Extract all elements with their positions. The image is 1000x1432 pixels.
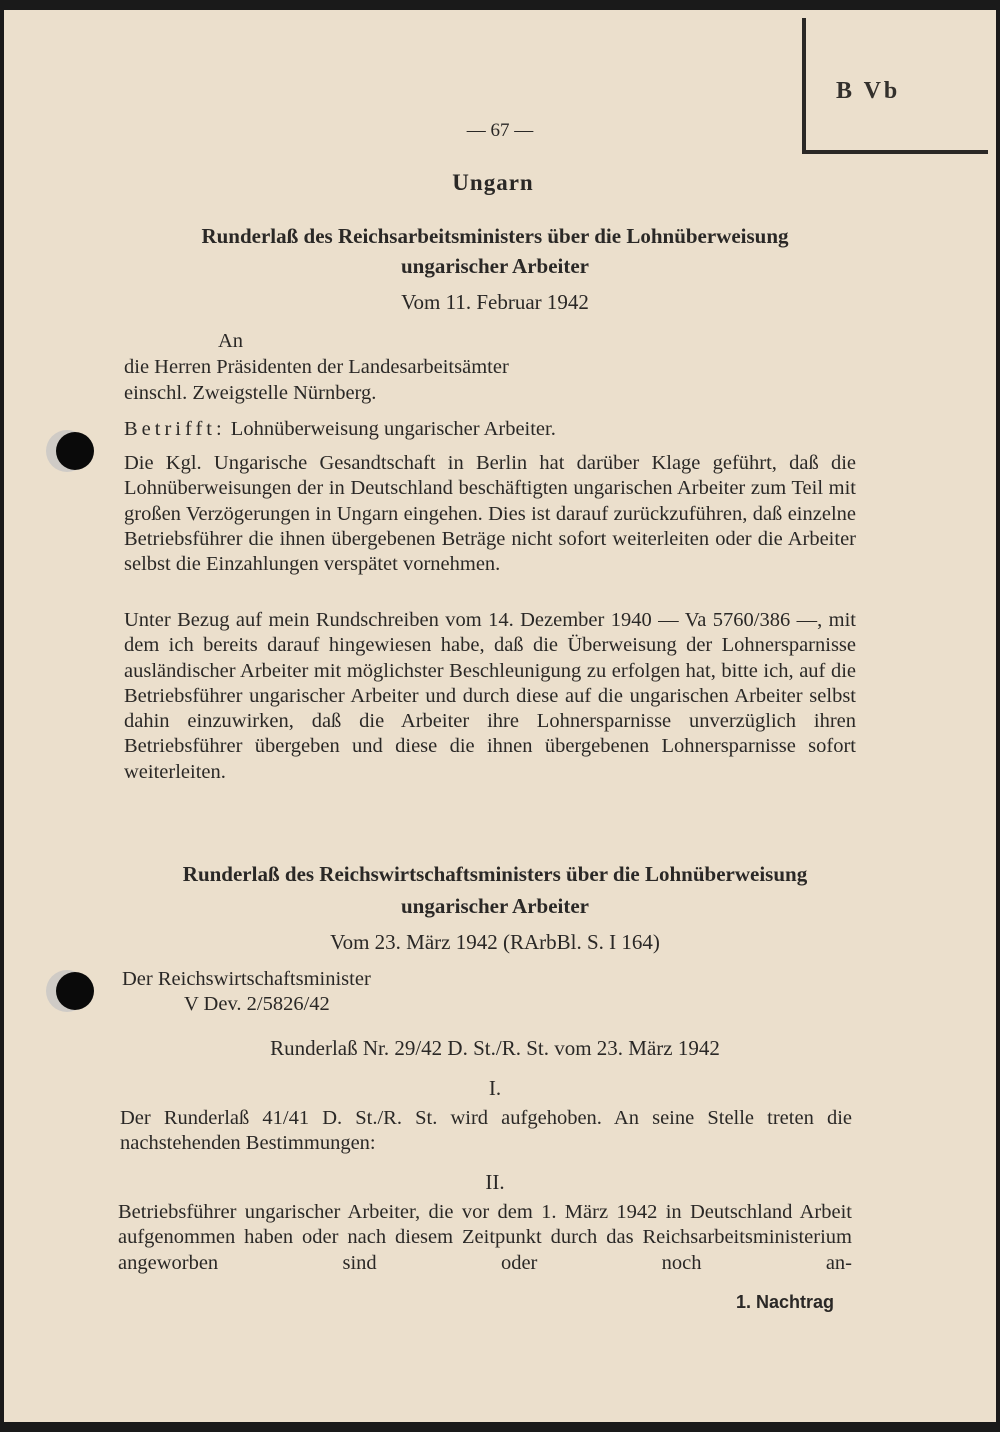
country-heading: Ungarn (452, 170, 534, 195)
decree2-date: Vom 23. März 1942 (RArbBl. S. I 164) (330, 930, 660, 954)
decree1-title-line1: Runderlaß des Reichsarbeitsministers über die Lohnüberweisung (201, 224, 789, 248)
footer-supplement-label: 1. Nachtrag (736, 1292, 835, 1312)
decree1-subject-text: Lohnüberweisung ungarischer Arbeiter. (225, 418, 556, 440)
section-tab-label: B Vb (836, 78, 901, 104)
decree2-sender-line1: Der Reichswirtschaftsminister (122, 968, 371, 990)
decree1-subject-label: Betrifft: (124, 418, 226, 440)
decree2-sender-line2: V Dev. 2/5826/42 (184, 993, 330, 1015)
decree2-title-line1: Runderlaß des Reichswirtschaftsministers über die Lohnüberweisung (182, 862, 808, 886)
decree2-section1-heading: I. (488, 1076, 502, 1100)
decree2-reference: Runderlaß Nr. 29/42 D. St./R. St. vom 23. März 1942 (270, 1036, 720, 1060)
decree2-title-line2: ungarischer Arbeiter (401, 894, 589, 918)
decree2-section2-heading: II. (485, 1170, 505, 1194)
punch-hole-bottom (56, 972, 94, 1010)
decree2-section2-text: Betriebsführer ungarischer Arbeiter, die vor dem 1. März 1942 in Deutschland Arbeit aufgenommen haben oder nach diesem Zeitpunkt durch das Reichsarbeitsministerium angeworben sind oder noch an- (118, 1201, 852, 1274)
decree1-addressee-line1: An (218, 330, 244, 352)
decree1-addressee-line3: einschl. Zweigstelle Nürnberg. (124, 382, 377, 404)
decree1-date: Vom 11. Februar 1942 (401, 290, 589, 314)
punch-hole-top (56, 432, 94, 470)
decree1-subject (124, 418, 556, 441)
decree2-section1-text: Der Runderlaß 41/41 D. St./R. St. wird aufgehoben. An seine Stelle treten die nachstehenden Bestimmungen: (120, 1107, 852, 1155)
decree1-paragraph1: Die Kgl. Ungarische Gesandtschaft in Berlin hat darüber Klage geführt, daß die Lohnüberweisungen der in Deutschland beschäftigten ungarischen Arbeiter zum Teil mit großen Verzögerungen in Ungarn eingehen. Dies ist darauf zurückzuführen, daß einzelne Betriebsführer die ihnen übergebenen Beträge nicht sofort weiterleiten oder die Arbeiter selbst die Einzahlungen verspätet vornehmen. (124, 452, 856, 576)
decree1-title-line2: ungarischer Arbeiter (401, 254, 589, 278)
decree1-paragraph2: Unter Bezug auf mein Rundschreiben vom 14. Dezember 1940 — Va 5760/386 —, mit dem ich bereits darauf hingewiesen habe, daß die Überweisung der Lohnersparnisse ausländischer Arbeiter mit möglichster Beschleunigung zu erfolgen hat, bitte ich, auf die Betriebsführer ungarischer Arbeiter und durch diese auf die ungarischen Arbeiter selbst dahin einzuwirken, daß die Arbeiter ihre Lohnersparnisse unverzüglich ihren Betriebsführer übergeben und diese die ihnen übergebenen Lohnersparnisse sofort weiterleiten. (124, 609, 856, 783)
page-number: — 67 — (466, 120, 534, 141)
document-page (4, 10, 996, 1422)
decree1-addressee-line2: die Herren Präsidenten der Landesarbeitsämter (124, 356, 509, 378)
